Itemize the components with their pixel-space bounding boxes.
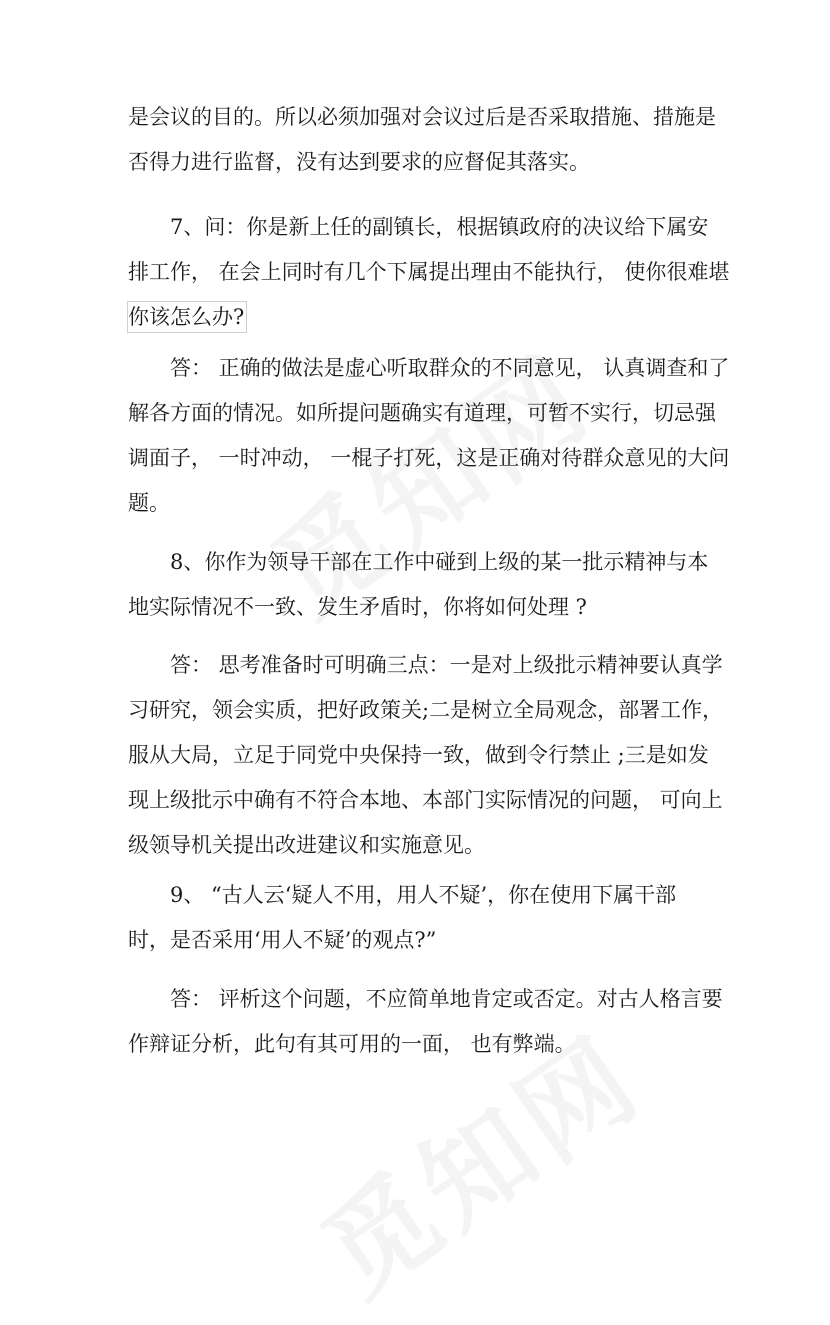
answer-8 — [128, 643, 724, 868]
answer-9 — [128, 977, 723, 1067]
paragraph-line: 9、 “古人云‘疑人不用，用人不疑’，你在使用下属干部 — [170, 883, 677, 907]
paragraph-line: 地实际情况不一致、发生矛盾时，你将如何处理 ? — [128, 595, 587, 619]
paragraph-line: 是会议的目的。所以必须加强对会议过后是否采取措施、措施是 — [128, 105, 716, 129]
paragraph-line: 现上级批示中确有不符合本地、本部门实际情况的问题， 可向上 — [128, 788, 723, 812]
paragraph-line: 答： 思考准备时可明确三点：一是对上级批示精神要认真学 — [170, 653, 723, 677]
highlighted-text: 你该怎么办? — [127, 301, 247, 333]
paragraph-line: 习研究，领会实质，把好政策关;二是树立全局观念，部署工作， — [128, 698, 724, 722]
paragraph-line: 级领导机关提出改进建议和实施意见。 — [128, 833, 485, 857]
paragraph-line: 答： 评析这个问题，不应简单地肯定或否定。对古人格言要 — [170, 987, 723, 1011]
paragraph-line: 答： 正确的做法是虚心听取群众的不同意见， 认真调查和了 — [170, 356, 730, 380]
paragraph-line: 排工作， 在会上同时有几个下属提出理由不能执行， 使你很难堪 — [128, 260, 730, 284]
paragraph-line: 解各方面的情况。如所提问题确实有道理，可暂不实行，切忌强 — [128, 401, 716, 425]
paragraph-line: 8、你作为领导干部在工作中碰到上级的某一批示精神与本 — [170, 550, 709, 574]
paragraph-line — [128, 295, 708, 340]
question-9 — [128, 873, 708, 963]
paragraph-line: 时，是否采用‘用人不疑’的观点?” — [128, 928, 437, 952]
paragraph-line: 7、问：你是新上任的副镇长，根据镇政府的决议给下属安 — [170, 215, 709, 239]
answer-7 — [128, 346, 730, 526]
paragraph-line: 题。 — [128, 491, 170, 515]
paragraph-line: 作辩证分析，此句有其可用的一面， 也有弊端。 — [128, 1032, 576, 1056]
question-7 — [128, 205, 730, 340]
question-8 — [128, 540, 708, 630]
paragraph-line: 调面子， 一时冲动， 一棍子打死，这是正确对待群众意见的大问 — [128, 446, 730, 470]
paragraph — [128, 95, 716, 185]
paragraph-line: 服从大局，立足于同党中央保持一致，做到令行禁止 ;三是如发 — [128, 743, 709, 767]
paragraph-line: 否得力进行监督，没有达到要求的应督促其落实。 — [128, 150, 590, 174]
